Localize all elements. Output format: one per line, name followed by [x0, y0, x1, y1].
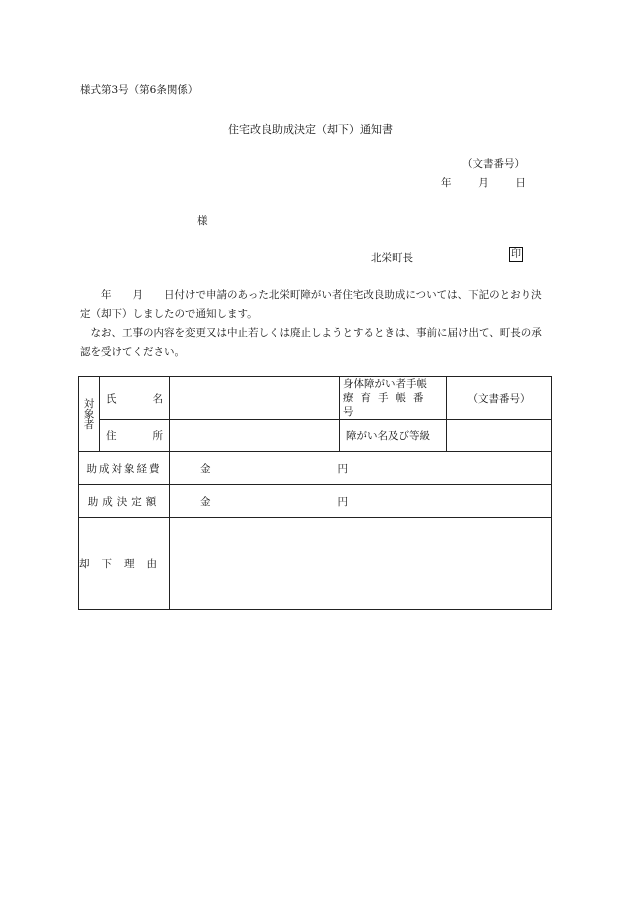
- notice-paragraph-2: なお、工事の内容を変更又は中止若しくは廃止しようとするときは、事前に届け出て、町長の承認を受けてください。: [80, 327, 542, 358]
- cost-label: 助成対象経費: [86, 462, 162, 475]
- form-number: 様式第3号（第6条関係）: [80, 84, 199, 96]
- document-title: 住宅改良助成決定（却下）通知書: [228, 123, 393, 136]
- address-label-1: 住: [106, 430, 117, 442]
- handbook-label-line2: 療育手帳番号: [343, 392, 431, 418]
- seal-mark: 印: [511, 249, 521, 260]
- issuer: 北栄町長: [371, 252, 413, 264]
- name-label-cell: [100, 377, 170, 420]
- decision-yen: 円: [337, 495, 348, 508]
- date-day: 日: [515, 177, 526, 189]
- disability-label: 障がい名及び等級: [346, 430, 430, 442]
- disability-field[interactable]: [447, 420, 552, 452]
- disability-label-cell: [340, 420, 447, 452]
- cost-field[interactable]: [170, 452, 552, 485]
- name-field[interactable]: [170, 377, 340, 420]
- decision-label-cell: [79, 485, 170, 518]
- date-month: 月: [478, 177, 489, 189]
- notice-paragraph-1: 年 月 日付けで申請のあった北栄町障がい者住宅改良助成については、下記のとおり決定（却下）しましたので通知します。: [80, 289, 542, 320]
- decision-field[interactable]: [170, 485, 552, 518]
- address-label-2: 所: [152, 430, 163, 442]
- cost-kin: 金: [200, 462, 211, 475]
- decision-table: [78, 376, 552, 610]
- addressee-suffix: 様: [197, 215, 208, 227]
- document-number: （文書番号）: [462, 158, 525, 170]
- decision-kin: 金: [200, 495, 211, 508]
- decision-label: 助成決定額: [87, 495, 161, 508]
- cost-label-cell: [79, 452, 170, 485]
- name-label-2: 名: [152, 392, 163, 405]
- date-year: 年: [441, 177, 452, 189]
- subject-label-cell: [79, 377, 100, 452]
- cost-yen: 円: [337, 462, 348, 475]
- subject-label: 対象者: [82, 398, 95, 430]
- reason-label-cell: [79, 518, 170, 610]
- handbook-number-cell[interactable]: [447, 377, 552, 420]
- handbook-number: （文書番号）: [467, 392, 531, 405]
- address-field[interactable]: [170, 420, 340, 452]
- name-label-1: 氏: [106, 392, 117, 405]
- reason-field[interactable]: [170, 518, 552, 610]
- address-label-cell: [100, 420, 170, 452]
- handbook-label-line1: 身体障がい者手帳: [343, 378, 427, 390]
- reason-label: 却下理由: [79, 558, 169, 570]
- notice-body: [80, 286, 552, 362]
- handbook-label-cell: [340, 377, 447, 420]
- date-line: [441, 175, 526, 190]
